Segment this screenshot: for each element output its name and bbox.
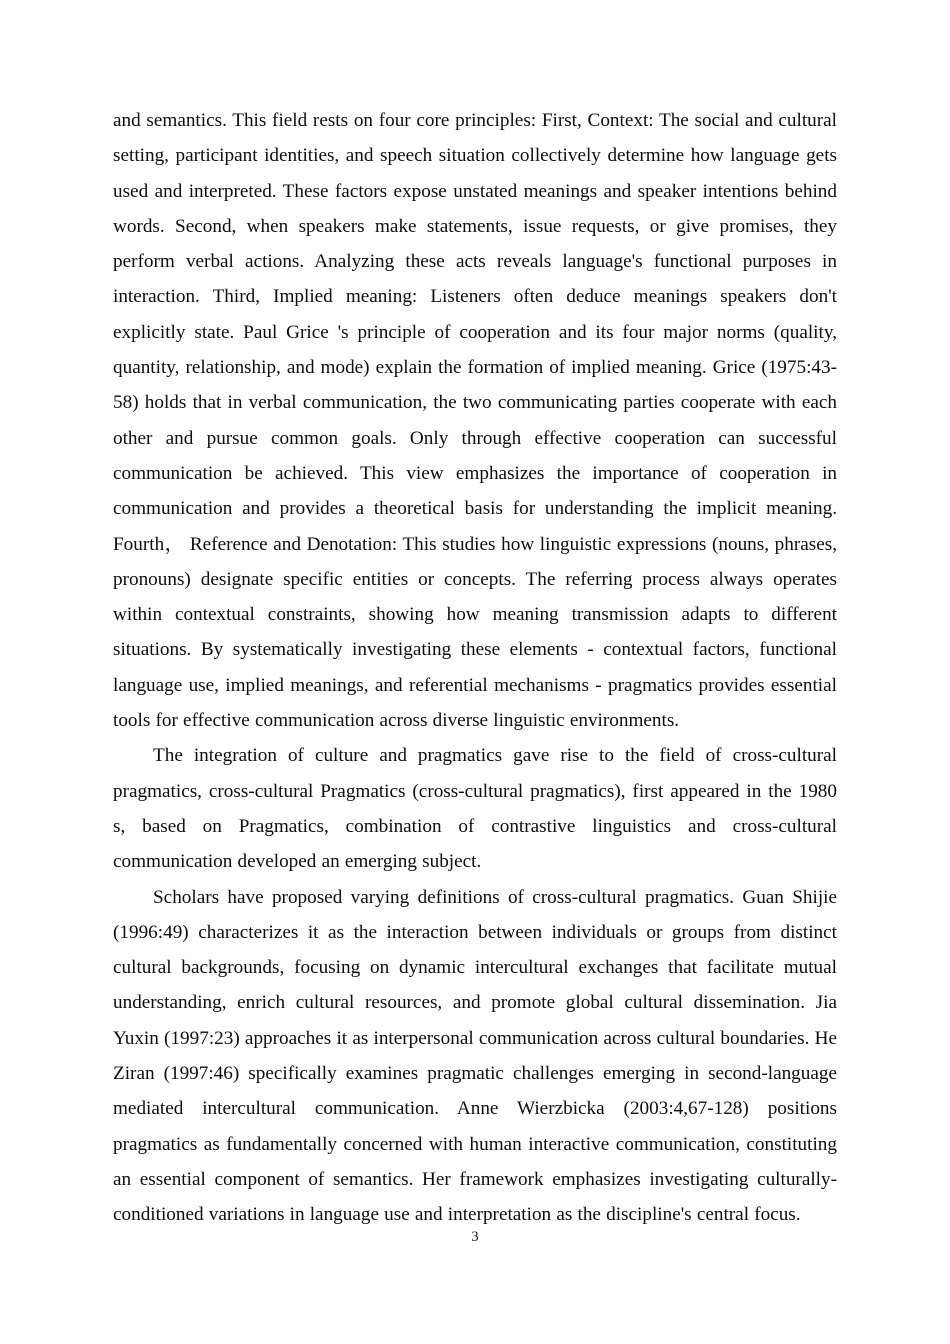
body-paragraph-pragmatics-principles: and semantics. This field rests on four core principles: First, Context: The social and cultural setting, participant identities, and speech situation collectively determine how language gets used and interpreted. These factors expose unstated meanings and speaker intentions behind words. Second, when speakers make statements, issue requests, or give promises, they perform verbal actions. Analyzing these acts reveals language's functional purposes in interaction. Third, Implied meaning: Listeners often deduce meanings speakers don't explicitly state. Paul Grice 's principle of cooperation and its four major norms (quality, quantity, relationship, and mode) explain the formation of implied meaning. Grice (1975:43-58) holds that in verbal communication, the two communicating parties cooperate with each other and pursue common goals. Only through effective cooperation can successful communication be achieved. This view emphasizes the importance of cooperation in communication and provides a theoretical basis for understanding the implicit meaning. Fourth， Reference and Denotation: This studies how linguistic expressions (nouns, phrases, pronouns) designate specific entities or concepts. The referring process always operates within contextual constraints, showing how meaning transmission adapts to different situations. By systematically investigating these elements - contextual factors, functional language use, implied meanings, and referential mechanisms - pragmatics provides essential tools for effective communication across diverse linguistic environments.	[113, 110, 837, 732]
body-paragraph-cross-cultural-origin: The integration of culture and pragmatics gave rise to the field of cross-cultural pragmatics, cross-cultural Pragmatics (cross-cultural pragmatics), first appeared in the 1980 s, based on Pragmatics, combination of contrastive linguistics and cross-cultural communication developed an emerging subject.	[113, 745, 837, 873]
body-paragraph-scholar-definitions: Scholars have proposed varying definitions of cross-cultural pragmatics. Guan Shijie (1996:49) characterizes it as the interaction between individuals or groups from distinct cultural backgrounds, focusing on dynamic intercultural exchanges that facilitate mutual understanding, enrich cultural resources, and promote global cultural dissemination. Jia Yuxin (1997:23) approaches it as interpersonal communication across cultural boundaries. He Ziran (1997:46) specifically examines pragmatic challenges emerging in second-language mediated intercultural communication. Anne Wierzbicka (2003:4,67-128) positions pragmatics as fundamentally concerned with human interactive communication, constituting an essential component of semantics. Her framework emphasizes investigating culturally-conditioned variations in language use and interpretation as the discipline's central focus.	[113, 886, 837, 1226]
page-number: 3	[471, 1229, 479, 1245]
body-text-column	[113, 103, 837, 1233]
